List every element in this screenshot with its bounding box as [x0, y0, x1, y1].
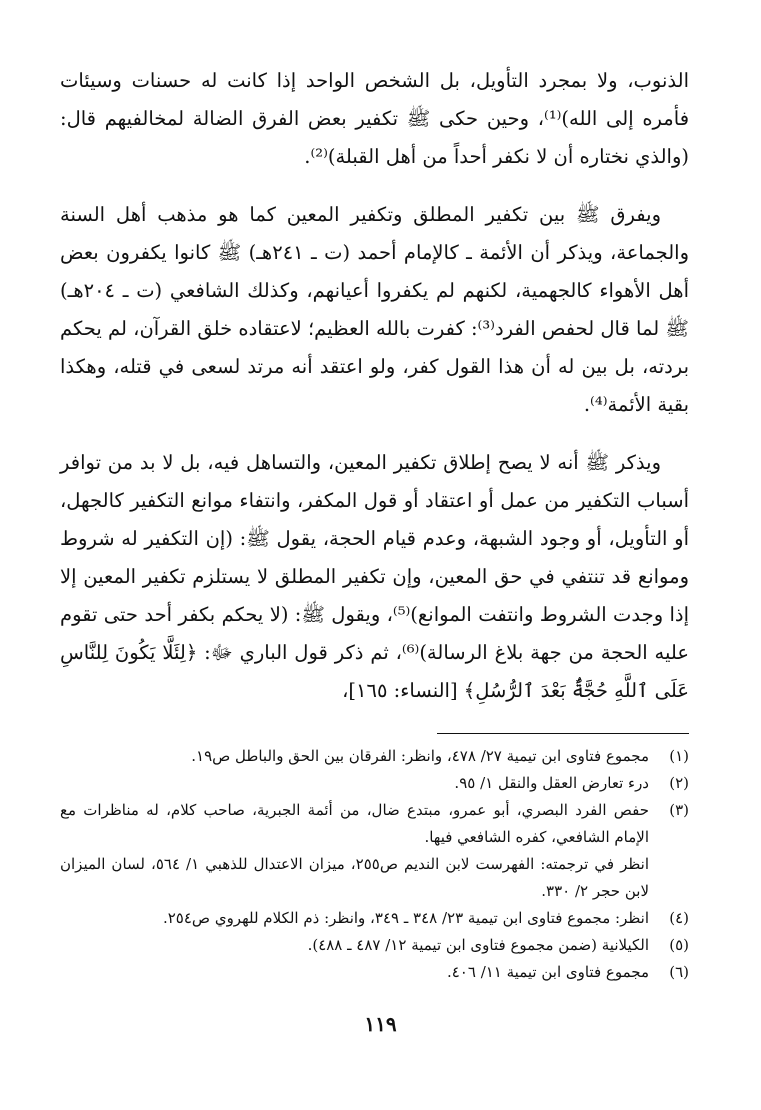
footnote-separator — [437, 733, 689, 734]
footnote-text — [60, 932, 649, 959]
footnote — [60, 770, 689, 797]
footnote-line: انظر: مجموع فتاوى ابن تيمية ٢٣/ ٣٤٨ ـ ٣٤٩، وانظر: ذم الكلام للهروي ص٢٥٤. — [162, 909, 649, 927]
footnote-line: مجموع فتاوى ابن تيمية ١١/ ٤٠٦. — [446, 963, 649, 981]
footnote-text — [60, 905, 649, 932]
footnote-line: الكيلانية (ضمن مجموع فتاوى ابن تيمية ١٢/ ٤٨٧ ـ ٤٨٨). — [307, 936, 649, 954]
footnote — [60, 797, 689, 905]
footnote-number: (٤) — [669, 909, 689, 927]
footnote-number: (١) — [669, 747, 689, 765]
footnote-line: حفص الفرد البصري، أبو عمرو، مبتدع ضال، من أئمة الجبرية، صاحب كلام، له مناظرات مع الإمام الشافعي، كفره الشافعي فيها. — [60, 801, 649, 846]
footnote-text — [60, 797, 649, 905]
footnote-number: (٣) — [669, 801, 689, 819]
footnote-number: (٦) — [669, 963, 689, 981]
footnote-line: انظر في ترجمته: الفهرست لابن النديم ص٢٥٥، ميزان الاعتدال للذهبي ١/ ٥٦٤، لسان الميزان لابن حجر ٢/ ٣٣٠. — [60, 855, 650, 900]
footnote — [60, 905, 689, 932]
footnote-line: درء تعارض العقل والنقل ١/ ٩٥. — [454, 774, 649, 792]
paragraph: ويفرق ﷺ بين تكفير المطلق وتكفير المعين كما هو مذهب أهل السنة والجماعة، ويذكر أن الأئمة ـ كالإمام أحمد (ت ـ ٢٤١هـ) ﷺ كانوا يكفرون بعض أهل الأهواء كالجهمية، لكنهم لم يكفروا أعيانهم، وكذلك الشافعي (ت ـ ٢٠٤هـ) ﷺ لما قال لحفص الفرد⁽³⁾: كفرت بالله العظيم؛ لاعتقاده خلق القرآن، لم يحكم بردته، بل بين له أن هذا القول كفر، ولو اعتقد أنه مرتد لسعى في قتله، وهكذا بقية الأئمة⁽⁴⁾. — [60, 203, 689, 416]
footnote-text — [60, 743, 649, 770]
main-text — [60, 62, 689, 710]
footnote-text — [60, 770, 649, 797]
footnote-number: (٥) — [669, 936, 689, 954]
footnote-text — [60, 959, 649, 986]
page-number: ١١٩ — [364, 1012, 397, 1036]
paragraph: الذنوب، ولا بمجرد التأويل، بل الشخص الواحد إذا كانت له حسنات وسيئات فأمره إلى الله)⁽¹⁾، وحين حكى ﷺ تكفير بعض الفرق الضالة لمخالفيهم قال: (والذي نختاره أن لا نكفر أحداً من أهل القبلة)⁽²⁾. — [60, 69, 690, 168]
footnote — [60, 743, 689, 770]
footnote-number: (٢) — [669, 774, 689, 792]
footnote-line: مجموع فتاوى ابن تيمية ٢٧/ ٤٧٨، وانظر: الفرقان بين الحق والباطل ص١٩. — [191, 747, 649, 765]
footnotes — [60, 743, 689, 986]
footnote — [60, 932, 689, 959]
footnote — [60, 959, 689, 986]
paragraph: ويذكر ﷺ أنه لا يصح إطلاق تكفير المعين، والتساهل فيه، بل لا بد من توافر أسباب التكفير من عمل أو اعتقاد أو قول المكفر، وانتفاء موانع التكفير كالجهل، أو التأويل، أو وجود الشبهة، وعدم قيام الحجة، يقول ﷺ: (إن التكفير له شروط وموانع قد تنتفي في حق المعين، وإن تكفير المطلق لا يستلزم تكفير المعين إلا إذا وجدت الشروط وانتفت الموانع)⁽⁵⁾، ويقول ﷺ: (لا يحكم بكفر أحد حتى تقوم عليه الحجة من جهة بلاغ الرسالة)⁽⁶⁾، ثم ذكر قول الباري ﷻ: ﴿لِئَلَّا يَكُونَ لِلنَّاسِ عَلَى ٱللَّهِ حُجَّةٌۢ بَعْدَ ٱلرُّسُلِ﴾ [النساء: ١٦٥]، — [60, 451, 689, 702]
